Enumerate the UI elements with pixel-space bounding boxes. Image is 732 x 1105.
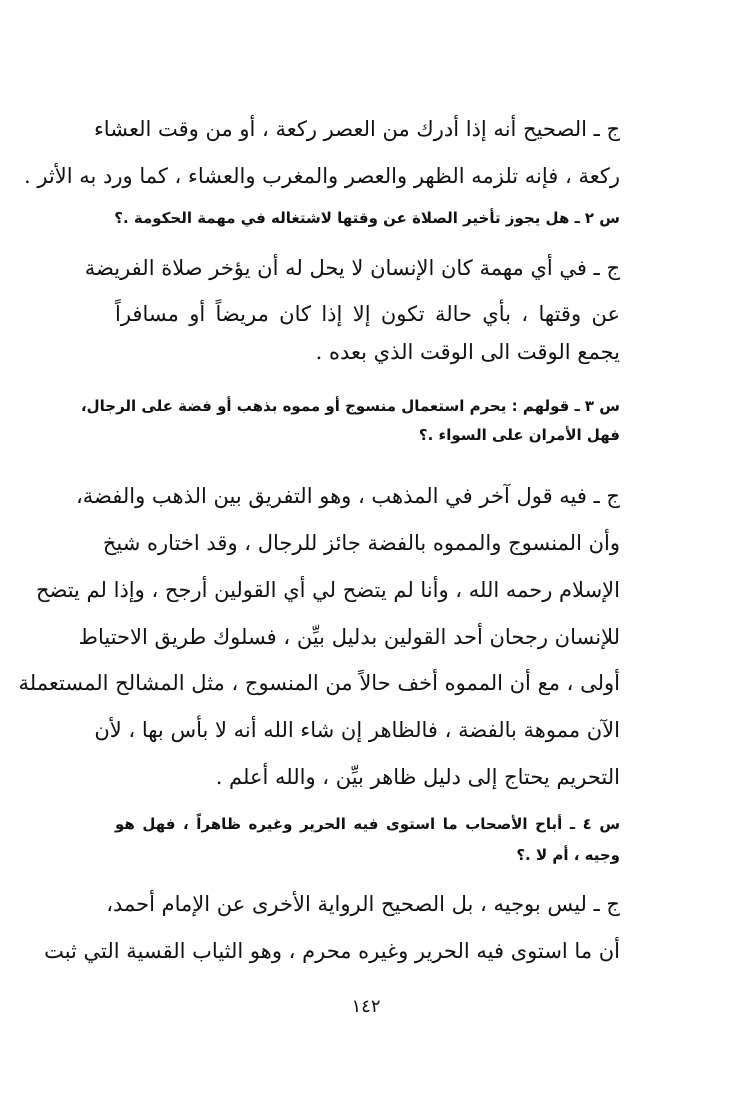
question-3-line-2: فهل الأمران على السواء .؟ <box>418 426 620 444</box>
answer-2-line-1: ج ـ في أي مهمة كان الإنسان لا يحل له أن يؤخر صلاة الفريضة <box>84 256 620 280</box>
answer-2-line-2: عن وقتها ، بأي حالة تكون إلا إذا كان مريضاً أو مسافراً <box>115 302 620 326</box>
answer-3-line-1: ج ـ فيه قول آخر في المذهب ، وهو التفريق بين الذهب والفضة، <box>76 484 620 508</box>
answer-3-line-2: وأن المنسوج والمموه بالفضة جائز للرجال ، وقد اختاره شيخ <box>102 531 620 555</box>
page-number: ١٤٢ <box>351 996 381 1017</box>
question-4-line-1: س ٤ ـ أباح الأصحاب ما استوى فيه الحرير وغيره ظاهراً ، فهل هو <box>115 815 621 833</box>
answer-3-line-4: للإنسان رجحان أحد القولين بدليل بيِّن ، فسلوك طريق الاحتياط <box>78 625 620 649</box>
answer-3-line-6: الآن مموهة بالفضة ، فالظاهر إن شاء الله أنه لا بأس بها ، لأن <box>94 718 620 742</box>
answer-3-line-5: أولى ، مع أن المموه أخف حالاً من المنسوج ، مثل المشالح المستعملة <box>18 671 620 695</box>
answer-3-line-7: التحريم يحتاج إلى دليل ظاهر بيِّن ، والله أعلم . <box>215 765 620 789</box>
answer-1-line-2: ركعة ، فإنه تلزمه الظهر والعصر والمغرب والعشاء ، كما ورد به الأثر . <box>23 164 620 188</box>
question-2-line-1: س ٢ ـ هل يجوز تأخير الصلاة عن وقتها لاشتغاله في مهمة الحكومة .؟ <box>114 209 620 227</box>
answer-2-line-3: يجمع الوقت الى الوقت الذي بعده . <box>315 340 620 364</box>
answer-4-line-2: أن ما استوى فيه الحرير وغيره محرم ، وهو الثياب القسية التي ثبت <box>44 939 620 963</box>
answer-4-line-1: ج ـ ليس بوجيه ، بل الصحيح الرواية الأخرى عن الإمام أحمد، <box>106 892 620 916</box>
answer-1-line-1: ج ـ الصحيح أنه إذا أدرك من العصر ركعة ، أو من وقت العشاء <box>93 117 620 141</box>
question-4-line-2: وجيه ، أم لا .؟ <box>516 846 620 864</box>
answer-3-line-3: الإسلام رحمه الله ، وأنا لم يتضح لي أي القولين أرجح ، وإذا لم يتضح <box>35 578 620 602</box>
question-3-line-1: س ٣ ـ قولهم : يحرم استعمال منسوج أو مموه بذهب أو فضة على الرجال، <box>80 397 620 415</box>
